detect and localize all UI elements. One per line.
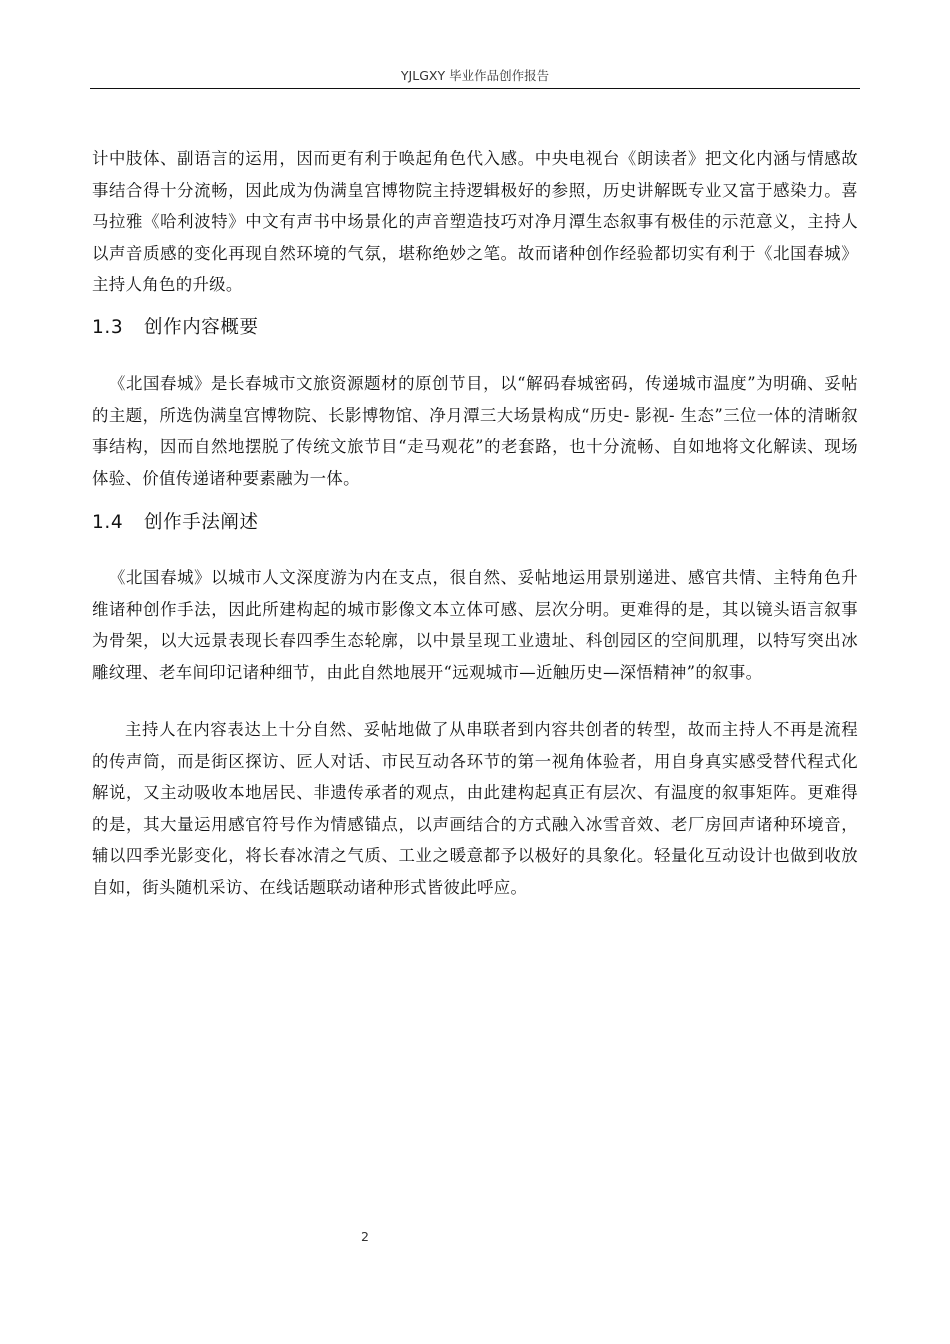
header-divider bbox=[90, 88, 860, 89]
section-title: 创作手法阐述 bbox=[144, 512, 259, 533]
continuation-paragraph: 计中肢体、副语言的运用，因而更有利于唤起角色代入感。中央电视台《朗读者》把文化内涵与情感故事结合得十分流畅，因此成为伪满皇宫博物院主持逻辑极好的参照，历史讲解既专业又富于感染力。喜马拉雅《哈利波特》中文有声书中场景化的声音塑造技巧对净月潭生态叙事有极佳的示范意义，主持人以声音质感的变化再现自然环境的气氛，堪称绝妙之笔。故而诸种创作经验都切实有利于《北国春城》主持人角色的升级。 bbox=[92, 149, 858, 295]
section-number: 1.3 bbox=[92, 317, 124, 338]
section-heading-1-4 bbox=[92, 510, 259, 536]
section-1-4-paragraph-2: 主持人在内容表达上十分自然、妥帖地做了从串联者到内容共创者的转型，故而主持人不再是流程的传声筒，而是街区探访、匠人对话、市民互动各环节的第一视角体验者，用自身真实感受替代程式化解说，又主动吸收本地居民、非遗传承者的观点，由此建构起真正有层次、有温度的叙事矩阵。更难得的是，其大量运用感官符号作为情感锚点，以声画结合的方式融入冰雪音效、老厂房回声诸种环境音，辅以四季光影变化，将长春冰清之气质、工业之暖意都予以极好的具象化。轻量化互动设计也做到收放自如，街头随机采访、在线话题联动诸种形式皆彼此呼应。 bbox=[92, 720, 858, 897]
section-title: 创作内容概要 bbox=[144, 317, 259, 338]
section-heading-1-3 bbox=[92, 315, 259, 341]
section-1-4-paragraph-1: 《北国春城》以城市人文深度游为内在支点，很自然、妥帖地运用景别递进、感官共情、主特角色升维诸种创作手法，因此所建构起的城市影像文本立体可感、层次分明。更难得的是，其以镜头语言叙事为骨架，以大远景表现长春四季生态轮廓，以中景呈现工业遗址、科创园区的空间肌理，以特写突出冰雕纹理、老车间印记诸种细节，由此自然地展开“远观城市—近触历史—深悟精神”的叙事。 bbox=[92, 568, 858, 682]
page-number: 2 bbox=[361, 1229, 369, 1244]
section-1-3-paragraph: 《北国春城》是长春城市文旅资源题材的原创节目，以“解码春城密码，传递城市温度”为明确、妥帖的主题，所选伪满皇宫博物院、长影博物馆、净月潭三大场景构成“历史- 影视- 生态”三位一体的清晰叙事结构，因而自然地摆脱了传统文旅节目“走马观花”的老套路，也十分流畅、自如地将文化解读、现场体验、价值传递诸种要素融为一体。 bbox=[92, 374, 858, 488]
running-header: YJLGXY 毕业作品创作报告 bbox=[400, 68, 550, 83]
section-number: 1.4 bbox=[92, 512, 124, 533]
